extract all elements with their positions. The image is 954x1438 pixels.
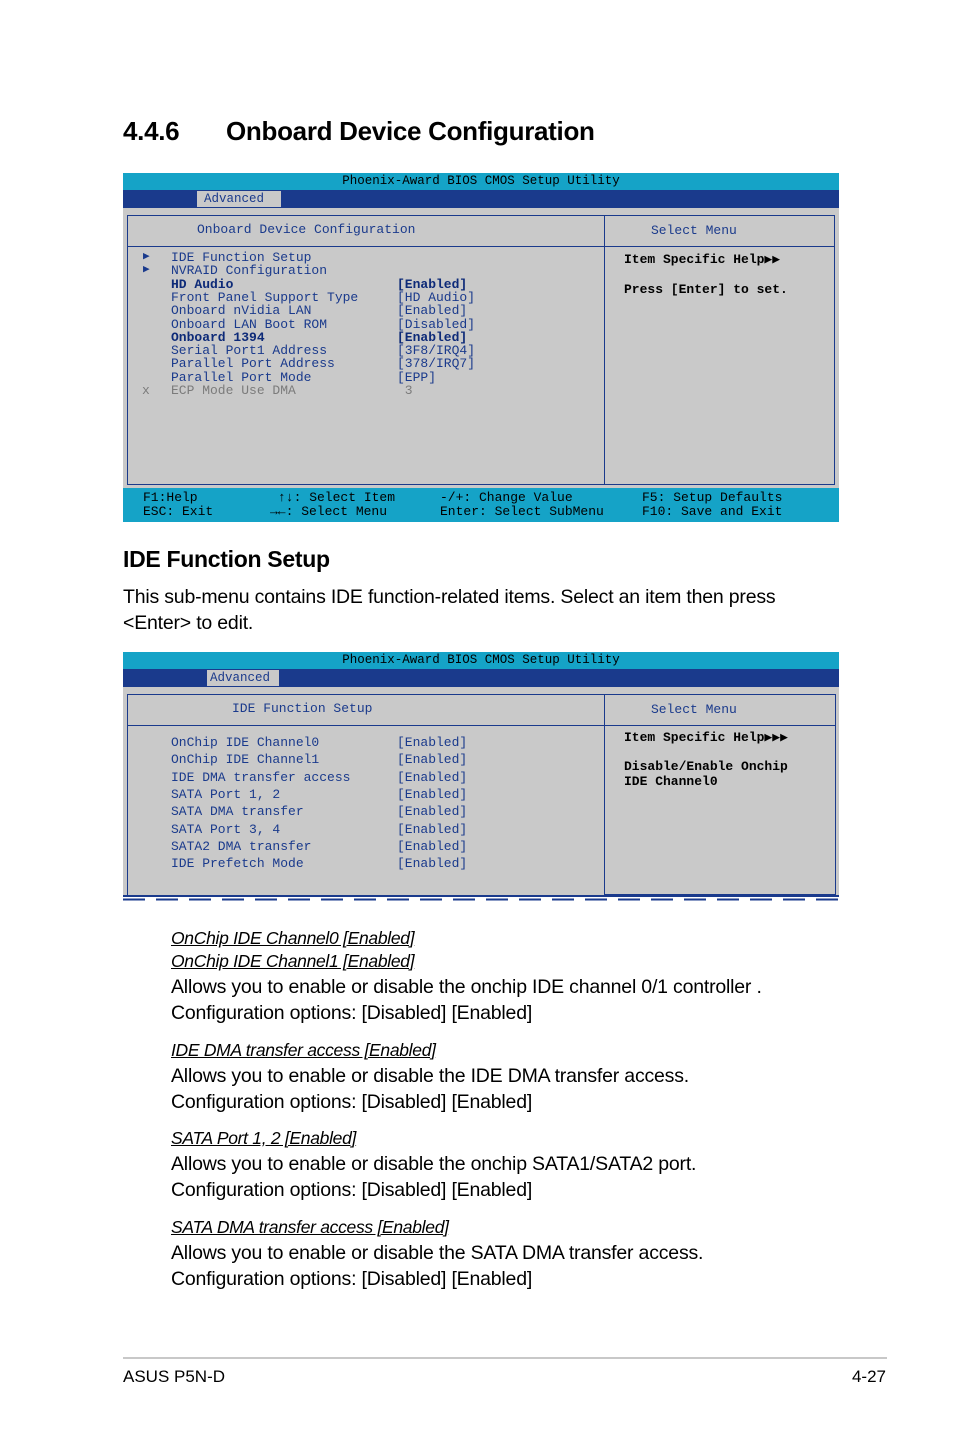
help-line: Disable/Enable Onchip	[624, 759, 788, 774]
help-line	[624, 746, 788, 761]
tab-advanced[interactable]: Advanced	[197, 191, 281, 207]
bios-menu-bar	[123, 190, 839, 208]
bios-key-legend	[123, 488, 839, 522]
bios-item-label: SATA DMA transfer	[171, 804, 304, 820]
option-config-values: Configuration options: [Disabled] [Enabled]	[171, 1179, 533, 1201]
bios-item-label: IDE Function Setup	[171, 250, 312, 265]
bios-item-label: OnChip IDE Channel1	[171, 752, 320, 768]
subsection-description: This sub-menu contains IDE function-related items. Select an item then press <Enter> to edit.	[123, 586, 776, 634]
bios-item-label: Front Panel Support Type	[171, 289, 359, 305]
help-line: IDE Channel0	[624, 773, 718, 789]
section-title	[123, 116, 595, 147]
bios-item-label: Onboard nVidia LAN	[171, 303, 312, 319]
bios-item-value: [Enabled]	[397, 735, 468, 750]
bios-title-bar: Phoenix-Award BIOS CMOS Setup Utility	[123, 173, 839, 190]
key-select-submenu: Enter: Select SubMenu	[440, 504, 604, 519]
disabled-marker: x	[142, 383, 150, 398]
bios-item-label: NVRAID Configuration	[171, 263, 328, 279]
key-f10-save-exit: F10: Save and Exit	[642, 504, 783, 519]
bios-item-label: Serial Port1 Address	[171, 343, 328, 359]
bios-item-value: [Enabled]	[397, 804, 468, 820]
bios-item-label: Parallel Port Address	[171, 356, 335, 372]
key-f1-help: F1:Help	[143, 490, 198, 505]
bios-item-label: HD Audio	[171, 276, 234, 292]
help-line	[624, 268, 788, 283]
bios-item-value: [Enabled]	[397, 786, 468, 802]
bios-item-label: SATA Port 3, 4	[171, 821, 281, 837]
bios-item-value: [Enabled]	[397, 276, 468, 292]
bios-item-value: [378/IRQ7]	[397, 356, 476, 372]
panel-header	[128, 695, 604, 726]
section-number: 4.4.6	[123, 116, 180, 146]
bios-item-value: [EPP]	[397, 369, 437, 385]
bios-item-value: [Enabled]	[397, 838, 468, 854]
bios-item-value: [Enabled]	[397, 821, 468, 837]
help-header	[605, 216, 834, 247]
option-config-values: Configuration options: [Disabled] [Enabled]	[171, 1268, 533, 1290]
option-config-values: Configuration options: [Disabled] [Enabled]	[171, 1091, 533, 1113]
option-description: Allows you to enable or disable the IDE DMA transfer access.	[171, 1065, 690, 1087]
bios-item-value: [Enabled]	[397, 752, 468, 768]
option-title: SATA Port 1, 2 [Enabled]	[171, 1128, 357, 1148]
option-config-values: Configuration options: [Disabled] [Enabled]	[171, 1002, 533, 1024]
bios-help-panel	[604, 215, 835, 485]
bios-item-value: [Enabled]	[397, 303, 468, 319]
bios-item-label: IDE DMA transfer access	[171, 769, 351, 785]
bios-item-label: ECP Mode Use DMA	[171, 383, 296, 398]
bios-menu-bar	[123, 669, 839, 687]
help-line: Item Specific Help▶▶	[624, 252, 781, 267]
bios-title-bar: Phoenix-Award BIOS CMOS Setup Utility	[123, 652, 839, 669]
bios-main-panel	[127, 215, 605, 485]
footer-rule	[123, 1357, 887, 1359]
option-title: OnChip IDE Channel1 [Enabled]	[171, 951, 415, 971]
bios-item-value: [HD Audio]	[397, 289, 476, 305]
bios-item-value: [Enabled]	[397, 769, 468, 785]
screen-cut-edge	[123, 895, 839, 901]
bios-item-value: [3F8/IRQ4]	[397, 343, 476, 359]
bios-item-label: Onboard 1394	[171, 329, 265, 345]
key-f5-defaults: F5: Setup Defaults	[642, 490, 783, 505]
bios-item-value: 3	[397, 383, 413, 398]
submenu-arrow-icon: ▶	[143, 264, 150, 277]
bios-screen-onboard-device	[123, 173, 839, 521]
bios-item-value: [Enabled]	[397, 856, 468, 872]
key-select-menu: →←: Select Menu	[270, 504, 388, 519]
bios-item-value: [Enabled]	[397, 329, 468, 345]
bios-item-label: IDE Prefetch Mode	[171, 856, 304, 872]
help-line: Press [Enter] to set.	[624, 282, 788, 297]
help-text	[624, 253, 788, 298]
bios-screen-ide-function	[123, 652, 839, 895]
panel-header	[128, 216, 604, 247]
footer-product: ASUS P5N-D	[123, 1367, 226, 1386]
bios-item-label: Onboard LAN Boot ROM	[171, 316, 328, 332]
option-description: Allows you to enable or disable the onchip SATA1/SATA2 port.	[171, 1153, 697, 1175]
option-title: OnChip IDE Channel0 [Enabled]	[171, 928, 415, 948]
panel-title: IDE Function Setup	[232, 701, 373, 716]
key-select-item: ↑↓: Select Item	[278, 490, 396, 505]
help-text	[624, 731, 788, 789]
bios-item-label: OnChip IDE Channel0	[171, 735, 320, 750]
help-title: Select Menu	[651, 223, 737, 238]
option-title: SATA DMA transfer access [Enabled]	[171, 1217, 449, 1237]
option-title: IDE DMA transfer access [Enabled]	[171, 1040, 436, 1060]
bios-item-label: SATA Port 1, 2	[171, 786, 281, 802]
bios-item-value: [Disabled]	[397, 316, 476, 332]
bios-help-panel	[604, 694, 836, 895]
panel-title: Onboard Device Configuration	[197, 222, 416, 237]
submenu-arrow-icon: ▶	[143, 251, 150, 263]
help-line: Item Specific Help▶▶▶	[624, 730, 788, 745]
key-esc-exit: ESC: Exit	[143, 504, 214, 519]
tab-advanced[interactable]: Advanced	[207, 670, 279, 686]
option-description: Allows you to enable or disable the onchip IDE channel 0/1 controller .	[171, 976, 762, 998]
bios-item-label: SATA2 DMA transfer	[171, 838, 312, 854]
bios-item-label: Parallel Port Mode	[171, 369, 312, 385]
help-header	[605, 695, 835, 726]
section-heading: Onboard Device Configuration	[226, 116, 595, 146]
subsection-title: IDE Function Setup	[123, 546, 330, 572]
help-title: Select Menu	[651, 702, 737, 717]
option-description: Allows you to enable or disable the SATA DMA transfer access.	[171, 1242, 704, 1264]
footer-page-number: 4-27	[851, 1367, 886, 1386]
key-change-value: -/+: Change Value	[440, 490, 573, 505]
bios-main-panel	[127, 694, 605, 896]
